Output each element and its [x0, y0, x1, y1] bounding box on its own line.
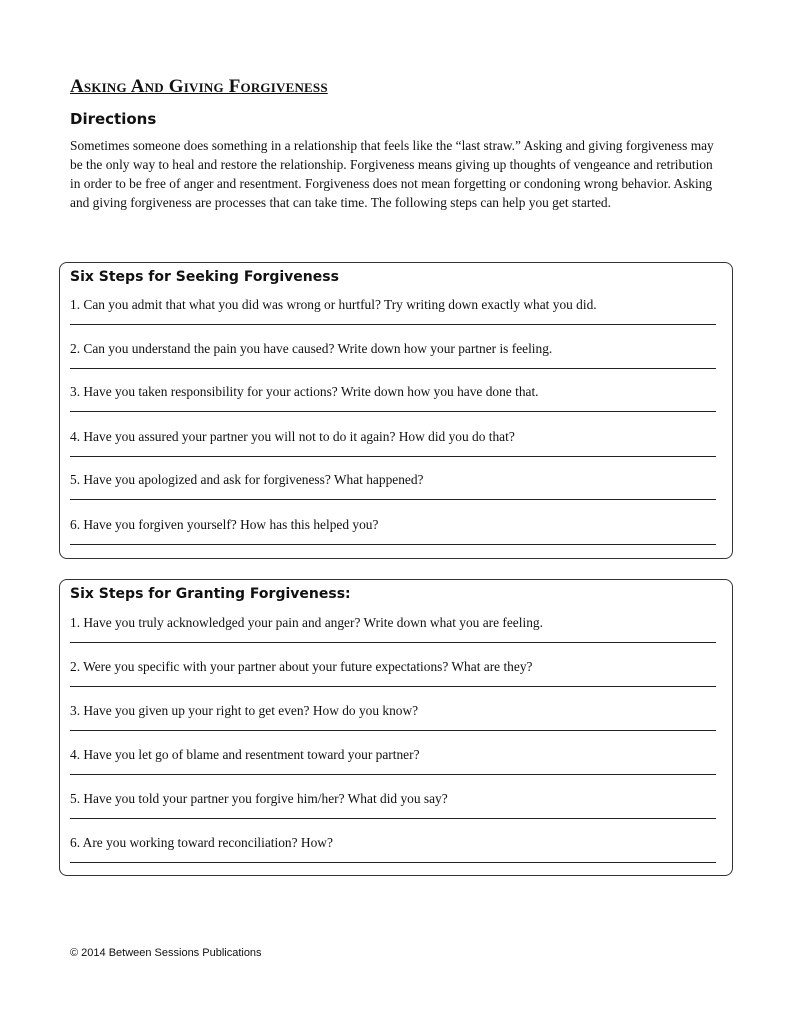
seeking-question-2: [70, 340, 716, 357]
directions-text: Sometimes someone does something in a relationship that feels like the “last straw.” Asking and giving forgiveness may be the only way to heal and restore the relationship. Forgiveness means giving up thoughts of vengeance and retribution in order to be free of anger and resentment. Forgiveness does not mean forgetting or condoning wrong behavior. Asking and giving forgiveness are processes that can take time. The following steps can help you get started.: [70, 138, 714, 210]
question-text: 2. Can you understand the pain you have caused? Write down how your partner is feeling.: [70, 341, 553, 356]
answer-line[interactable]: [70, 368, 716, 369]
granting-question-2: [70, 658, 716, 675]
answer-line[interactable]: [70, 818, 716, 819]
granting-question-3: [70, 702, 716, 719]
question-text: 4. Have you let go of blame and resentment toward your partner?: [70, 747, 420, 762]
seeking-question-6: [70, 516, 716, 533]
answer-line[interactable]: [70, 324, 716, 325]
directions-heading: Directions: [70, 110, 157, 128]
question-text: 6. Are you working toward reconciliation? How?: [70, 835, 333, 850]
question-text: 1. Can you admit that what you did was wrong or hurtful? Try writing down exactly what you did.: [70, 297, 597, 312]
seeking-question-1: [70, 296, 716, 313]
copyright-footer: © 2014 Between Sessions Publications: [70, 947, 262, 959]
answer-line[interactable]: [70, 686, 716, 687]
answer-line[interactable]: [70, 862, 716, 863]
granting-question-4: [70, 746, 716, 763]
answer-line[interactable]: [70, 730, 716, 731]
answer-line[interactable]: [70, 774, 716, 775]
page-title: Asking And Giving Forgiveness: [70, 76, 328, 97]
answer-line[interactable]: [70, 456, 716, 457]
question-text: 3. Have you taken responsibility for your actions? Write down how you have done that.: [70, 384, 539, 399]
question-text: 2. Were you specific with your partner about your future expectations? What are they?: [70, 659, 533, 674]
question-text: 5. Have you told your partner you forgive him/her? What did you say?: [70, 791, 448, 806]
question-text: 4. Have you assured your partner you will not to do it again? How did you do that?: [70, 429, 515, 444]
granting-question-6: [70, 834, 716, 851]
seeking-question-4: [70, 428, 716, 445]
seeking-question-3: [70, 383, 716, 400]
granting-question-1: [70, 614, 716, 631]
seeking-question-5: [70, 471, 716, 488]
question-text: 6. Have you forgiven yourself? How has this helped you?: [70, 517, 379, 532]
question-text: 1. Have you truly acknowledged your pain and anger? Write down what you are feeling.: [70, 615, 543, 630]
granting-forgiveness-section: [59, 579, 733, 876]
granting-section-heading: Six Steps for Granting Forgiveness:: [70, 586, 351, 602]
question-text: 5. Have you apologized and ask for forgiveness? What happened?: [70, 472, 424, 487]
answer-line[interactable]: [70, 499, 716, 500]
seeking-forgiveness-section: [59, 262, 733, 559]
answer-line[interactable]: [70, 642, 716, 643]
answer-line[interactable]: [70, 544, 716, 545]
seeking-section-heading: Six Steps for Seeking Forgiveness: [70, 269, 339, 285]
granting-question-5: [70, 790, 716, 807]
answer-line[interactable]: [70, 411, 716, 412]
question-text: 3. Have you given up your right to get even? How do you know?: [70, 703, 419, 718]
